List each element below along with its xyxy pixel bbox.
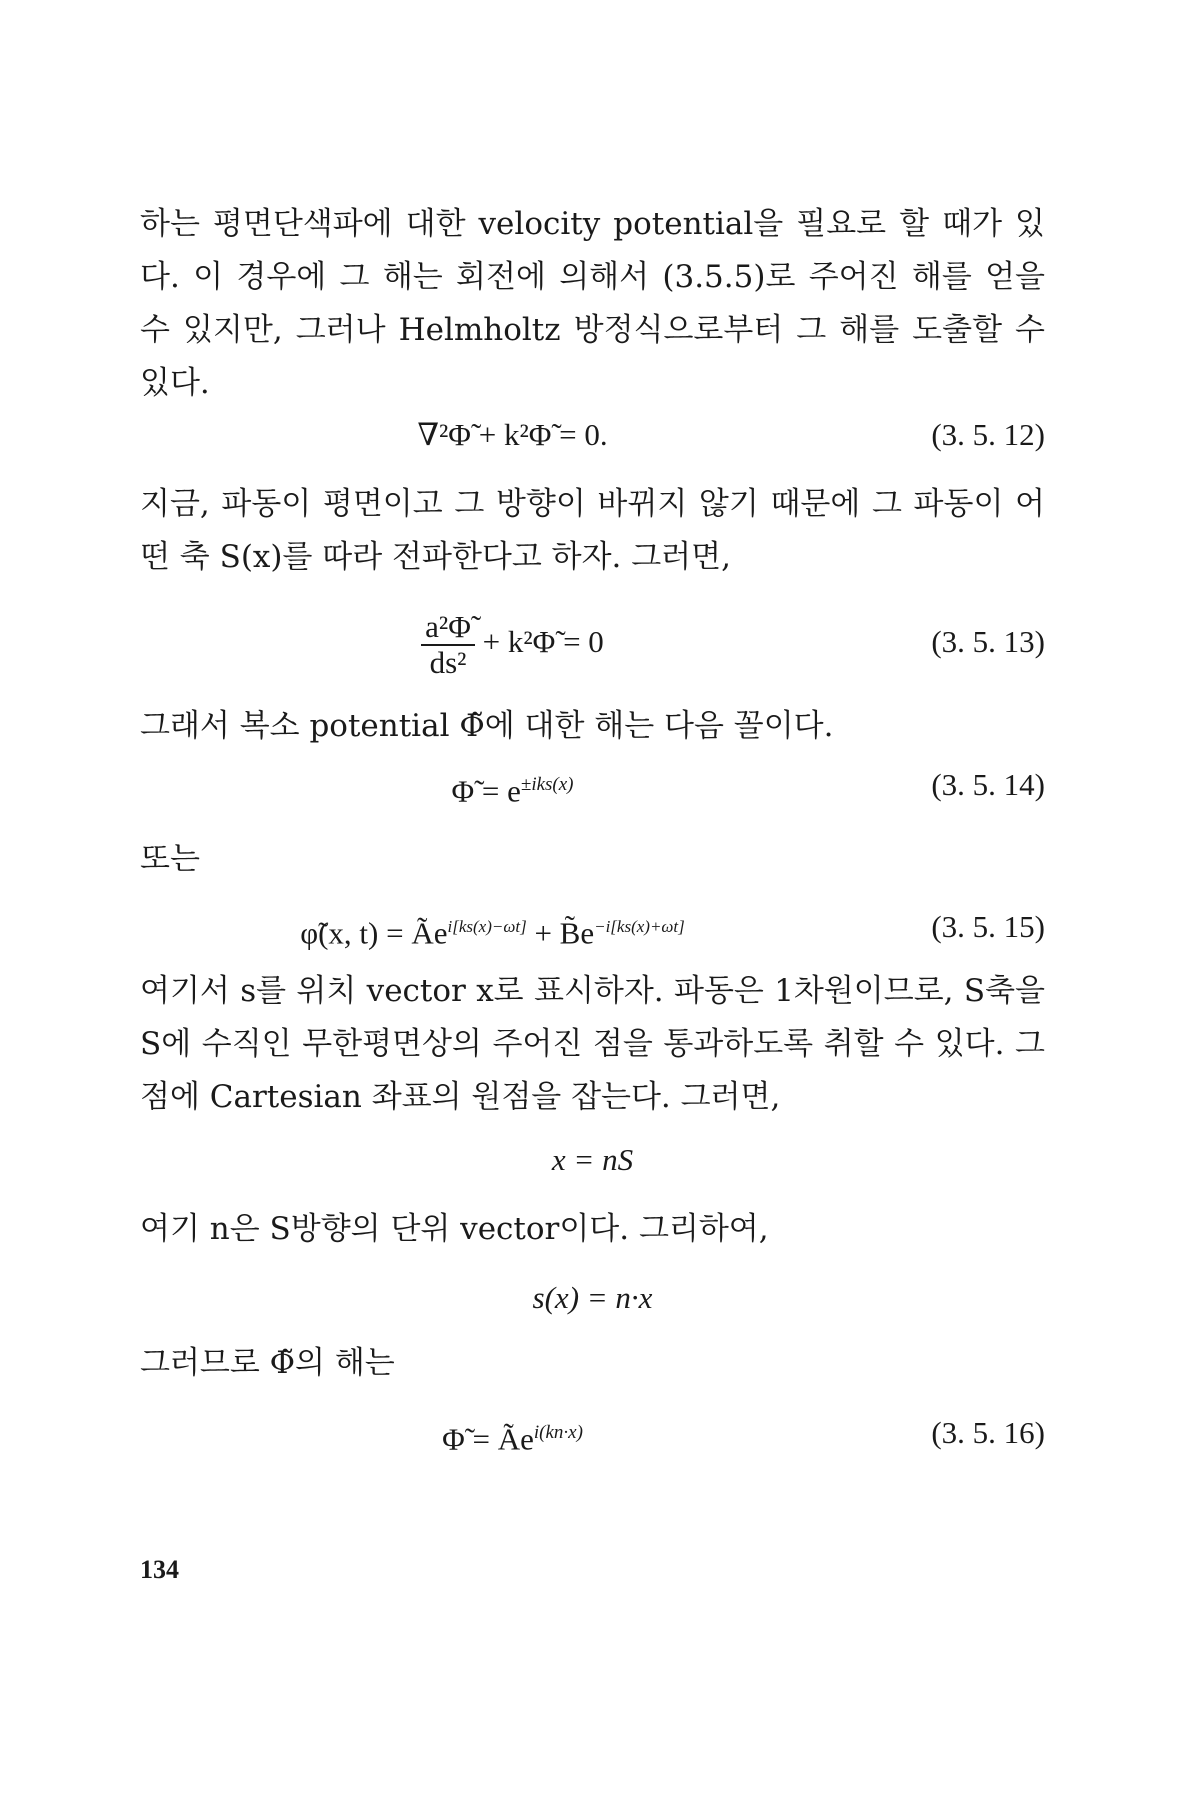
equation-expression: x = nS xyxy=(551,1142,634,1177)
equation-3-5-13 xyxy=(140,592,1045,692)
equation-expression xyxy=(60,1403,965,1469)
equation-x-equals-ns xyxy=(140,1130,1045,1190)
equation-rest: + k²Φ̃ = 0 xyxy=(474,624,604,659)
equation-base: Φ̃ = e xyxy=(451,773,521,809)
fraction xyxy=(421,610,475,680)
equation-3-5-15 xyxy=(140,897,1045,957)
equation-number: (3. 5. 13) xyxy=(931,624,1045,659)
fraction-denominator: ds² xyxy=(429,644,467,680)
equation-expression: ∇²Φ̃ + k²Φ̃ = 0. xyxy=(417,417,608,452)
equation-3-5-16 xyxy=(140,1403,1045,1463)
paragraph-or: 또는 xyxy=(140,841,200,877)
paragraph-position-vector: 여기서 s를 위치 vector x로 표시하자. 파동은 1차원이므로, S축을 S에 수직인 무한평면상의 주어진 점을 통과하도록 취할 수 있다. 그 점에 Cartesian 좌표의 원점을 잡는다. 그러면, xyxy=(140,973,1045,1115)
equation-part-1: φ̃(x, t) = Ãe xyxy=(300,915,448,951)
equation-expression xyxy=(60,592,965,692)
equation-expression: s(x) = n·x xyxy=(532,1280,653,1315)
equation-s-of-x xyxy=(140,1268,1045,1328)
equation-number: (3. 5. 16) xyxy=(931,1415,1045,1450)
equation-expression xyxy=(40,897,945,963)
equation-3-5-14 xyxy=(140,755,1045,815)
equation-part-2: + B̃e xyxy=(526,915,595,951)
equation-exponent-2: −i[ks(x)+ωt] xyxy=(594,917,685,936)
paragraph-unit-vector: 여기 n은 S방향의 단위 vector이다. 그리하여, xyxy=(140,1211,769,1247)
fraction-numerator: a²Φ̃ xyxy=(421,610,475,646)
page-number: 134 xyxy=(140,1555,179,1584)
equation-expression xyxy=(60,755,965,821)
paragraph-intro: 하는 평면단색파에 대한 velocity potential을 필요로 할 때가 있다. 이 경우에 그 해는 회전에 의해서 (3.5.5)로 주어진 해를 얻을 수 있지만, 그러나 Helmholtz 방정식으로부터 그 해를 도출할 수 있다. xyxy=(140,206,1045,401)
equation-exponent: ±iks(x) xyxy=(520,774,574,795)
equation-number: (3. 5. 12) xyxy=(931,417,1045,452)
equation-number: (3. 5. 14) xyxy=(931,767,1045,802)
paragraph-complex-potential: 그래서 복소 potential Φ̃에 대한 해는 다음 꼴이다. xyxy=(140,708,834,744)
paragraph-wave-axis: 지금, 파동이 평면이고 그 방향이 바뀌지 않기 때문에 그 파동이 어떤 축 S(x)를 따라 전파한다고 하자. 그러면, xyxy=(140,486,1045,575)
equation-3-5-12 xyxy=(140,405,1045,465)
equation-exponent: i(kn·x) xyxy=(533,1422,583,1443)
equation-base: Φ̃ = Ãe xyxy=(442,1421,534,1457)
equation-number: (3. 5. 15) xyxy=(931,909,1045,944)
paragraph-solution-intro: 그러므로 Φ̃의 해는 xyxy=(140,1345,395,1381)
equation-exponent-1: i[ks(x)−ωt] xyxy=(447,917,527,936)
